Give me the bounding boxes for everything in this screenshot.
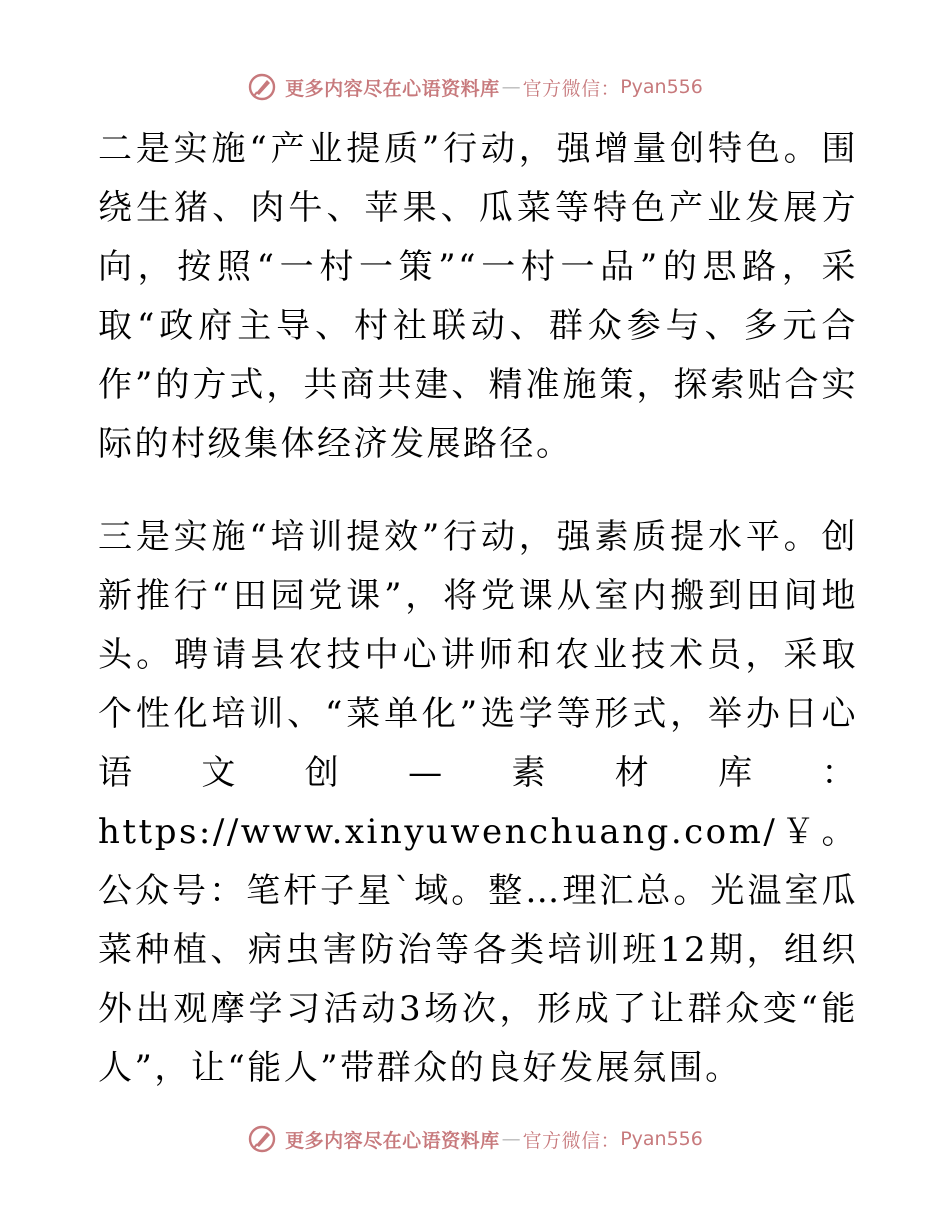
quill-seal-icon (247, 1124, 277, 1154)
paragraph-1: 二是实施“产业提质”行动，强增量创特色。围绕生猪、肉牛、苹果、瓜菜等特色产业发展方向，按照“一村一策”“一村一品”的思路，采取“政府主导、村社联动、群众参与、多元合作”的方式，共商共建、精准施策，探索贴合实际的村级集体经济发展路径。 (98, 129, 858, 464)
watermark-handle: Pyan556 (620, 76, 703, 98)
watermark-separator: — (501, 1128, 521, 1150)
watermark-handle: Pyan556 (620, 1128, 703, 1150)
watermark-text: 更多内容尽在心语资料库 (285, 1129, 500, 1152)
watermark-text: 更多内容尽在心语资料库 (285, 77, 500, 100)
footer-watermark (0, 1124, 950, 1154)
watermark-brand: 官方微信： (522, 1129, 621, 1152)
header-watermark (0, 72, 950, 102)
paragraph-2: 三是实施“培训提效”行动，强素质提水平。创新推行“田园党课”，将党课从室内搬到田间地头。聘请县农技中心讲师和农业技术员，采取个性化培训、“菜单化”选学等形式，举办日心语文创—素材库：https://www.xinyuwenchuang.com/￥。公众号：笔杆子星`域。整…理汇总。光温室瓜菜种植、病虫害防治等各类培训班12期，组织外出观摩学习活动3场次，形成了让群众变“能人”，让“能人”带群众的良好发展氛围。 (98, 517, 858, 1088)
watermark-separator: — (501, 76, 521, 98)
quill-seal-icon (247, 72, 277, 102)
document-body (98, 120, 858, 1098)
watermark-brand: 官方微信： (522, 77, 621, 100)
